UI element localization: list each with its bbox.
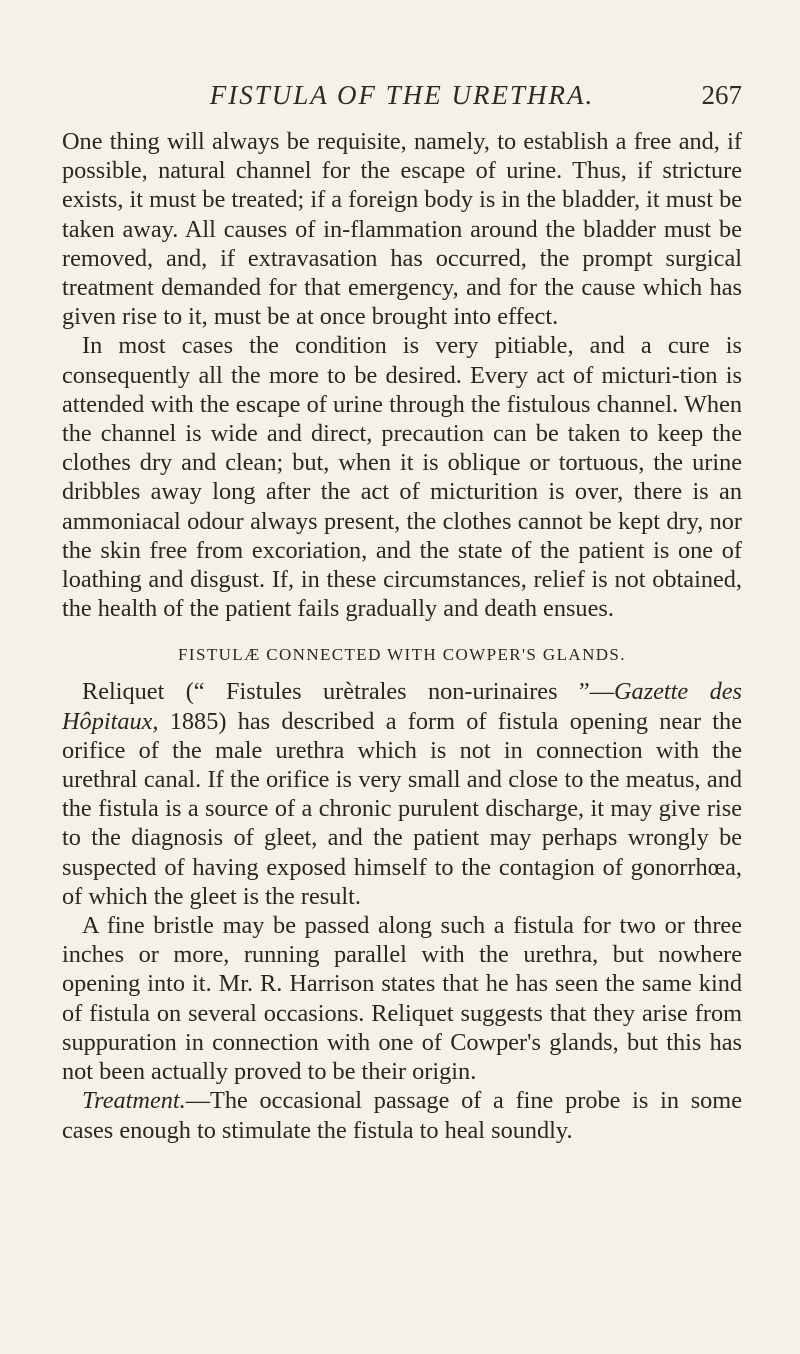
paragraph-treatment [62,1086,742,1144]
reliquet-text-rest: 1885) has described a form of fistula opening near the orifice of the male urethra which is not in connection with the urethral canal. If the orifice is very small and close to the meatus, and the fistula is a source of a chronic purulent discharge, it may give rise to the diagnosis of gleet, and the patient may perhaps wrongly be suspected of having exposed himself to the contagion of gonorrhœa, of which the gleet is the result. [62,707,742,910]
paragraph-bristle: A fine bristle may be passed along such a fistula for two or three inches or more, running parallel with the urethra, but nowhere opening into it. Mr. R. Harrison states that he has seen the same kind of fistula on several occasions. Reliquet suggests that they arise from suppuration in connection with one of Cowper's glands, but this has not been actually proved to be their origin. [62,912,742,1086]
page-number: 267 [701,80,742,110]
running-title: FISTULA OF THE URETHRA. [209,80,595,110]
paragraph-condition: In most cases the condition is very pitiable, and a cure is consequently all the more to be desired. Every act of micturi-tion is attended with the escape of urine through the fistulous channel. When the channel is wide and direct, precaution can be taken to keep the clothes dry and clean; but, when it is oblique or tortuous, the urine dribbles away long after the act of micturition is over, there is an ammoniacal odour always present, the clothes cannot be kept dry, nor the skin free from excoriation, and the state of the patient is one of loathing and disgust. If, in these circumstances, relief is not obtained, the health of the patient fails gradually and death ensues. [62,332,742,623]
treatment-text: —The occasional passage of a fine probe is in some cases enough to stimulate the fistula to heal soundly. [62,1087,742,1144]
section-heading: FISTULÆ CONNECTED WITH COWPER'S GLANDS. [178,645,626,665]
journal-citation: Gazette des Hôpitaux, [62,678,742,735]
paragraph-reliquet [62,677,742,911]
treatment-label: Treatment. [82,1087,186,1115]
body-text [62,127,742,1145]
reliquet-text-start: Reliquet (“ Fistules urètrales non-urinaires ”— [82,678,614,706]
page-header [62,80,742,120]
paragraph-treatment-requisites: One thing will always be requisite, namely, to establish a free and, if possible, natural channel for the escape of urine. Thus, if stricture exists, it must be treated; if a foreign body is in the bladder, it must be taken away. All causes of in-flammation around the bladder must be removed, and, if extravasation has occurred, the prompt surgical treatment demanded for that emergency, and for the cause which has given rise to it, must be at once brought into effect. [62,128,742,331]
